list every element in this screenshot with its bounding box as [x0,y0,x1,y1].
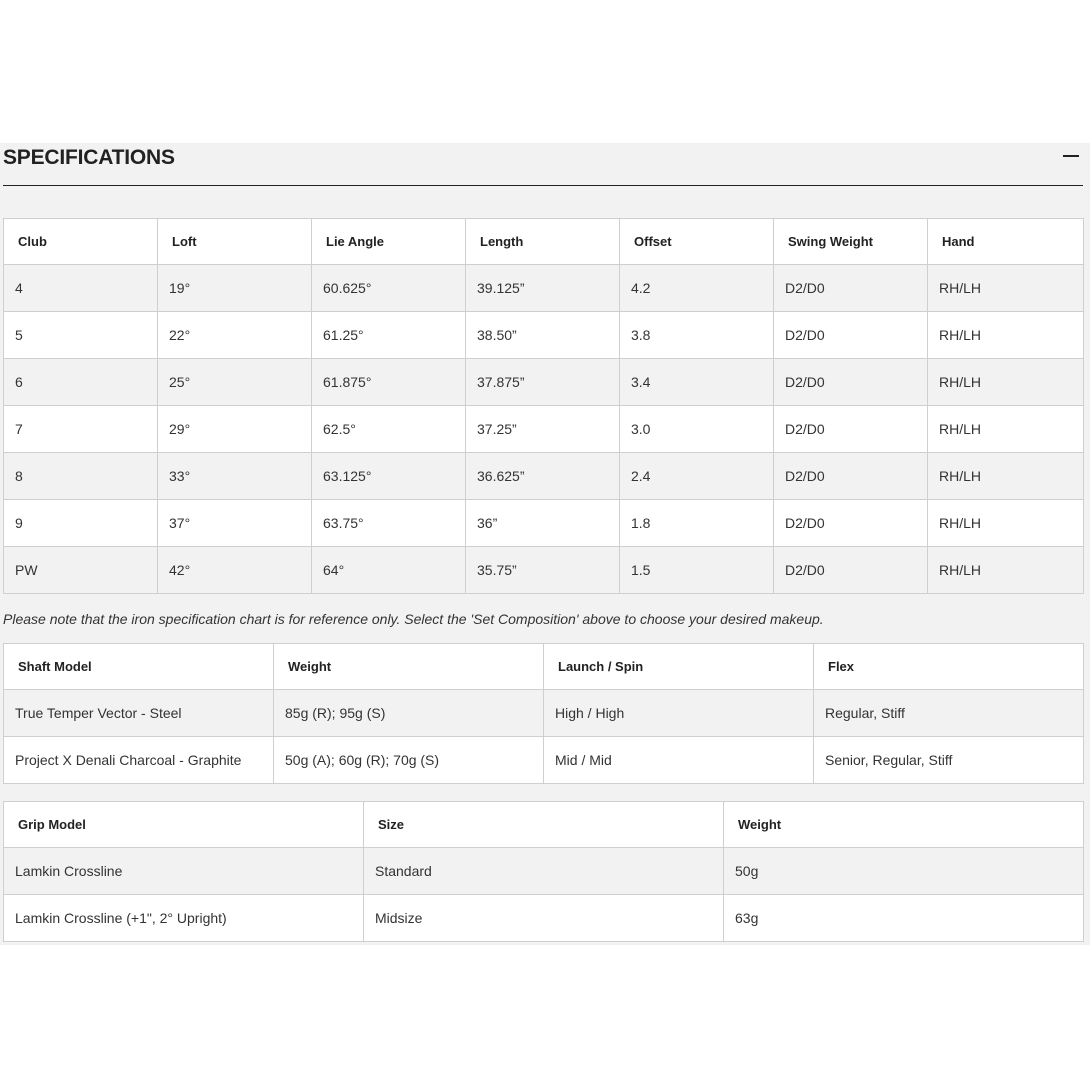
table-cell: 61.875° [312,359,466,406]
table-cell: 22° [158,312,312,359]
table-cell: Lamkin Crossline [4,848,364,895]
table-cell: 8 [4,453,158,500]
table-cell: 38.50” [466,312,620,359]
table-cell: RH/LH [928,406,1084,453]
table-cell: 3.8 [620,312,774,359]
column-header: Club [4,219,158,265]
column-header: Launch / Spin [544,644,814,690]
table-cell: 36” [466,500,620,547]
table-cell: Standard [364,848,724,895]
table-cell: D2/D0 [774,453,928,500]
table-cell: 7 [4,406,158,453]
table-cell: 33° [158,453,312,500]
shaft-spec-table [3,643,1084,784]
table-cell: RH/LH [928,265,1084,312]
table-cell: 3.4 [620,359,774,406]
club-spec-table [3,218,1084,594]
table-cell: 63.125° [312,453,466,500]
table-cell: 9 [4,500,158,547]
table-cell: PW [4,547,158,594]
table-cell: 6 [4,359,158,406]
table-row [4,737,1084,784]
table-cell: 19° [158,265,312,312]
table-row [4,359,1084,406]
table-cell: 36.625” [466,453,620,500]
table-cell: 5 [4,312,158,359]
table-cell: Project X Denali Charcoal - Graphite [4,737,274,784]
table-cell: 63g [724,895,1084,942]
table-cell: Regular, Stiff [814,690,1084,737]
column-header: Length [466,219,620,265]
specifications-panel [0,143,1090,945]
table-cell: Lamkin Crossline (+1", 2° Upright) [4,895,364,942]
column-header: Grip Model [4,802,364,848]
table-cell: True Temper Vector - Steel [4,690,274,737]
table-cell: RH/LH [928,500,1084,547]
table-cell: 42° [158,547,312,594]
column-header: Size [364,802,724,848]
column-header: Weight [724,802,1084,848]
table-cell: 60.625° [312,265,466,312]
table-cell: 37.875” [466,359,620,406]
table-row [4,848,1084,895]
grip-spec-table [3,801,1084,942]
table-cell: 50g (A); 60g (R); 70g (S) [274,737,544,784]
column-header: Loft [158,219,312,265]
table-cell: 62.5° [312,406,466,453]
table-cell: D2/D0 [774,312,928,359]
table-cell: 64° [312,547,466,594]
specifications-title: SPECIFICATIONS [3,146,175,169]
table-cell: D2/D0 [774,547,928,594]
table-cell: 29° [158,406,312,453]
table-cell: 50g [724,848,1084,895]
table-cell: 39.125” [466,265,620,312]
table-cell: D2/D0 [774,265,928,312]
table-cell: 1.8 [620,500,774,547]
table-cell: 25° [158,359,312,406]
table-cell: D2/D0 [774,359,928,406]
table-cell: RH/LH [928,359,1084,406]
table-row [4,406,1084,453]
table-row [4,547,1084,594]
table-cell: 61.25° [312,312,466,359]
table-cell: 35.75” [466,547,620,594]
column-header: Offset [620,219,774,265]
table-row [4,690,1084,737]
table-row [4,453,1084,500]
table-row [4,265,1084,312]
table-cell: RH/LH [928,312,1084,359]
specifications-header[interactable] [3,143,1083,186]
table-cell: Midsize [364,895,724,942]
table-cell: D2/D0 [774,406,928,453]
table-cell: RH/LH [928,547,1084,594]
table-cell: 63.75° [312,500,466,547]
table-cell: RH/LH [928,453,1084,500]
table-cell: High / High [544,690,814,737]
table-cell: 1.5 [620,547,774,594]
table-cell: 3.0 [620,406,774,453]
table-row [4,312,1084,359]
table-cell: 37° [158,500,312,547]
minus-icon[interactable] [1063,155,1079,157]
table-cell: Senior, Regular, Stiff [814,737,1084,784]
table-row [4,895,1084,942]
column-header: Hand [928,219,1084,265]
column-header: Weight [274,644,544,690]
table-cell: 2.4 [620,453,774,500]
table-header-row [4,219,1084,265]
table-cell: 85g (R); 95g (S) [274,690,544,737]
column-header: Swing Weight [774,219,928,265]
reference-note: Please note that the iron specification chart is for reference only. Select the 'Set Composition' above to choose your desired makeup. [3,611,824,627]
table-cell: D2/D0 [774,500,928,547]
table-row [4,500,1084,547]
table-cell: 37.25” [466,406,620,453]
table-header-row [4,802,1084,848]
table-cell: Mid / Mid [544,737,814,784]
table-cell: 4 [4,265,158,312]
column-header: Shaft Model [4,644,274,690]
table-cell: 4.2 [620,265,774,312]
table-header-row [4,644,1084,690]
column-header: Lie Angle [312,219,466,265]
column-header: Flex [814,644,1084,690]
